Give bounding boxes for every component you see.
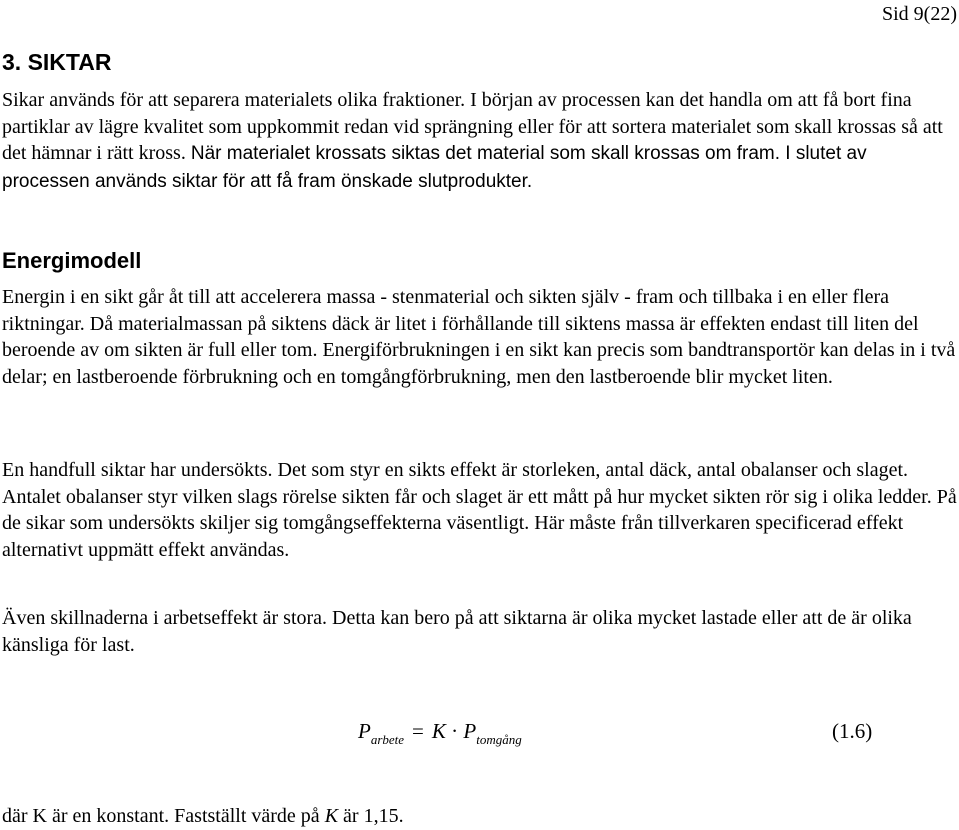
section-heading: 3. SIKTAR — [2, 49, 112, 75]
constant-text-after: är 1,15. — [338, 805, 404, 827]
constant-text-before: där K är en konstant. Fastställt värde på — [2, 805, 325, 827]
formula-operator: = — [412, 719, 424, 743]
formula-constant: K — [431, 719, 446, 743]
intro-text: Sikar används för att separera materialets olika fraktioner. I början av processen kan det handla om att få bort fina partiklar av lägre kvalitet som uppkommit redan vid sprängning eller för att sortera materialet som skall krossas så att det hämnar i rätt kross. — [2, 89, 943, 164]
formula-dot: · — [451, 719, 459, 743]
subsection-heading: Energimodell — [2, 248, 142, 273]
formula-lhs-subscript: arbete — [370, 732, 405, 747]
formula-rhs-symbol: P — [463, 719, 477, 743]
page-number: Sid 9(22) — [882, 3, 957, 25]
equation-number: (1.6) — [832, 719, 873, 743]
intro-sans-text: När materialet krossats siktas det material som skall krossas om fram. I slutet av processen används siktar för att få fram önskade slutprodukter. — [2, 143, 867, 192]
formula — [358, 716, 522, 755]
formula-lhs-symbol: P — [358, 719, 371, 743]
formula-rhs-subscript: tomgång — [476, 732, 522, 747]
constant-symbol: K — [324, 805, 339, 827]
constant-definition — [2, 803, 404, 829]
energy-paragraph-1: Energin i en sikt går åt till att accelerera massa - stenmaterial och sikten själv - fram och tillbaka i en eller flera riktningar. Då materialmassan på siktens däck är litet i förhållande till siktens massa är effekten endast till liten del beroende av om sikten är full eller tom. Energiförbrukningen i en sikt kan precis som bandtransportör kan delas in i två delar; en lastberoende förbrukning och en tomgångförbrukning, men den lastberoende blir mycket liten. — [2, 286, 956, 388]
intro-paragraph — [2, 87, 957, 195]
energy-paragraph-3: Även skillnaderna i arbetseffekt är stora. Detta kan bero på att siktarna är olika mycket lastade eller att de är olika känsliga för last. — [2, 607, 912, 656]
energy-paragraph-2: En handfull siktar har undersökts. Det som styr en sikts effekt är storleken, antal däck, antal obalanser och slaget. Antalet obalanser styr vilken slags rörelse sikten får och slaget är ett mått på hur mycket sikten rör sig i olika ledder. På de sikar som undersökts skiljer sig tomgångseffekterna väsentligt. Här måste från tillverkaren specificerad effekt alternativt uppmätt effekt användas. — [2, 459, 957, 561]
